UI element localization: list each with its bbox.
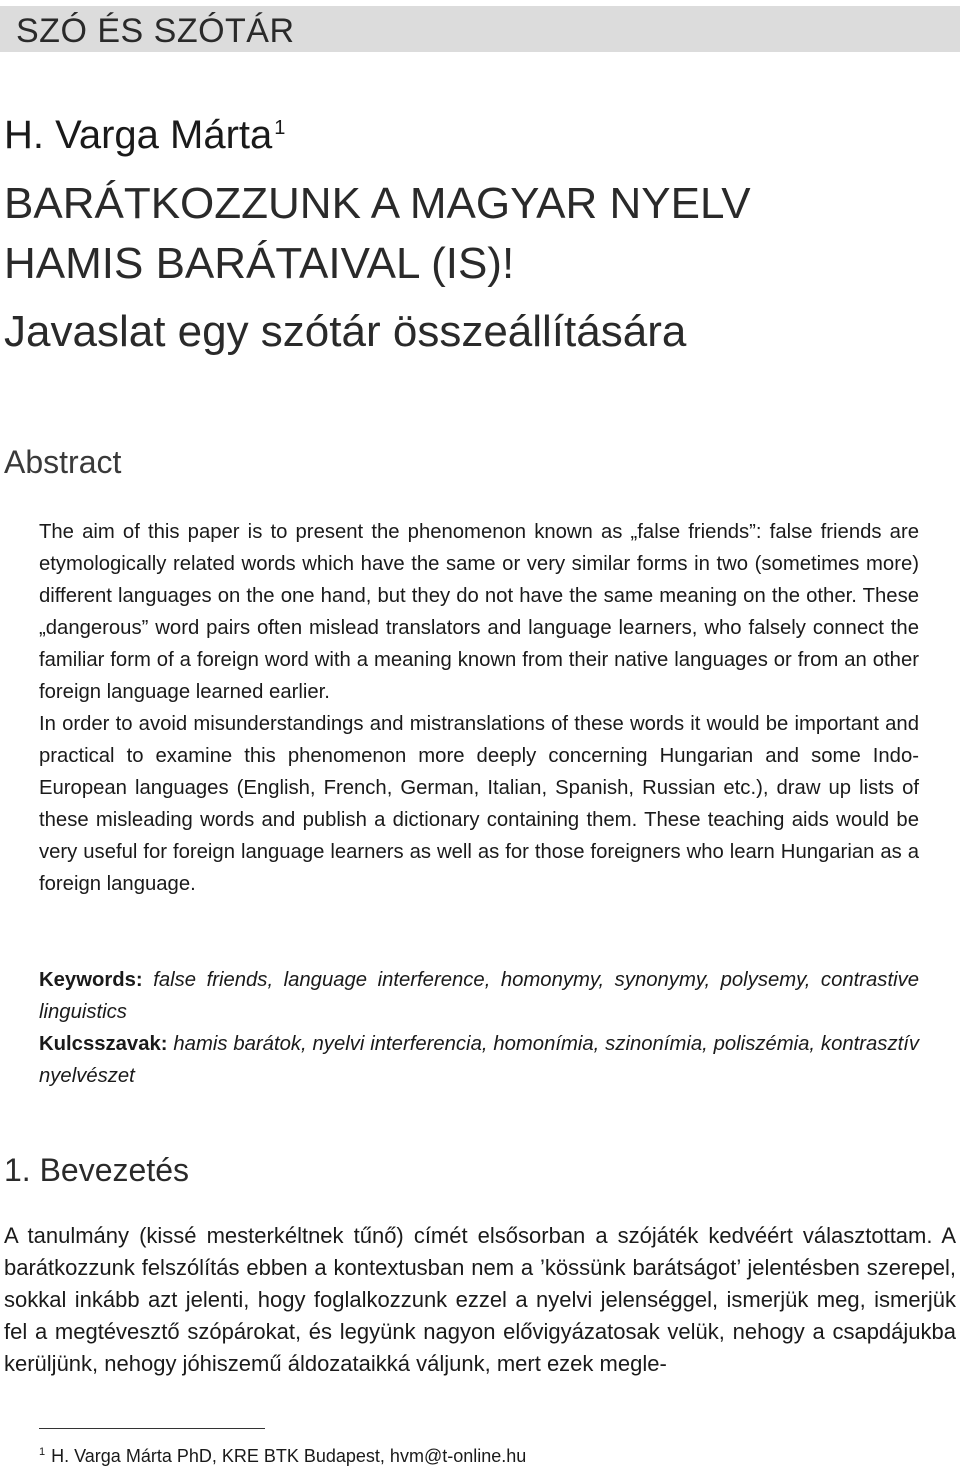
title-line-1: BARÁTKOZZUNK A MAGYAR NYELV [4, 179, 751, 228]
abstract-paragraph-1: The aim of this paper is to present the phenomenon known as „false friends”: false friends are etymologically related words which have the same or very similar forms in two (sometimes more) different languages on the one hand, but they do not have the same meaning on the other. These „dangerous” word pairs often mislead translators and language learners, who falsely connect the familiar form of a foreign word with a meaning known from their native languages or from an other foreign language learned earlier. [39, 521, 919, 703]
paper-subtitle: Javaslat egy szótár összeállítására [4, 307, 687, 356]
abstract-body [39, 516, 919, 900]
footnote-divider [39, 1428, 265, 1429]
section-title: SZÓ ÉS SZÓTÁR [16, 12, 295, 50]
paper-title [4, 174, 751, 294]
title-line-2: HAMIS BARÁTAIVAL (IS)! [4, 239, 515, 288]
intro-body [4, 1220, 956, 1380]
abstract-paragraph-2: In order to avoid misunderstandings and mistranslations of these words it would be important and practical to examine this phenomenon more deeply concerning Hungarian and some Indo-European languages (English, French, German, Italian, Spanish, Russian etc.), draw up lists of these misleading words and publish a dictionary containing them. These teaching aids would be very useful for foreign language learners as well as for those foreigners who learn Hungarian as a foreign language. [39, 713, 919, 895]
footnote-mark: 1 [39, 1446, 46, 1458]
kulcsszavak-text: hamis barátok, nyelvi interferencia, homonímia, szinonímia, poliszémia, kontrasztív nyelvészet [39, 1033, 919, 1087]
section-header [0, 6, 960, 52]
keywords-text: false friends, language interference, homonymy, synonymy, polysemy, contrastive linguistics [39, 969, 920, 1023]
kulcsszavak-line [39, 1028, 919, 1092]
intro-paragraph: A tanulmány (kissé mesterkéltnek tűnő) címét elsősorban a szójáték kedvéért választottam. A barátkozzunk felszólítás ebben a kontextusban nem a ’kössünk barátságot’ jelentésben szerepel, sokkal inkább azt jelenti, hogy foglalkozzunk ezzel a nyelvi jelenséggel, ismerjük meg, ismerjük fel a megtévesztő szópárokat, és legyünk nagyon elővigyázatosak velük, nehogy a csapdájukba kerüljünk, nehogy jóhiszemű áldozataikká váljunk, mert ezek megle- [4, 1223, 956, 1376]
footnote [39, 1446, 526, 1467]
author-line [4, 113, 285, 158]
kulcsszavak-label: Kulcsszavak: [39, 1033, 168, 1055]
keywords-line [39, 964, 919, 1028]
intro-heading: 1. Bevezetés [4, 1152, 189, 1188]
keywords-block [39, 964, 919, 1092]
abstract-heading: Abstract [4, 444, 122, 480]
footnote-text: H. Varga Márta PhD, KRE BTK Budapest, hvm@t-online.hu [51, 1446, 527, 1466]
author-footnote-mark[interactable]: 1 [274, 116, 286, 139]
keywords-label: Keywords: [39, 969, 143, 991]
author-name: H. Varga Márta [4, 113, 273, 157]
